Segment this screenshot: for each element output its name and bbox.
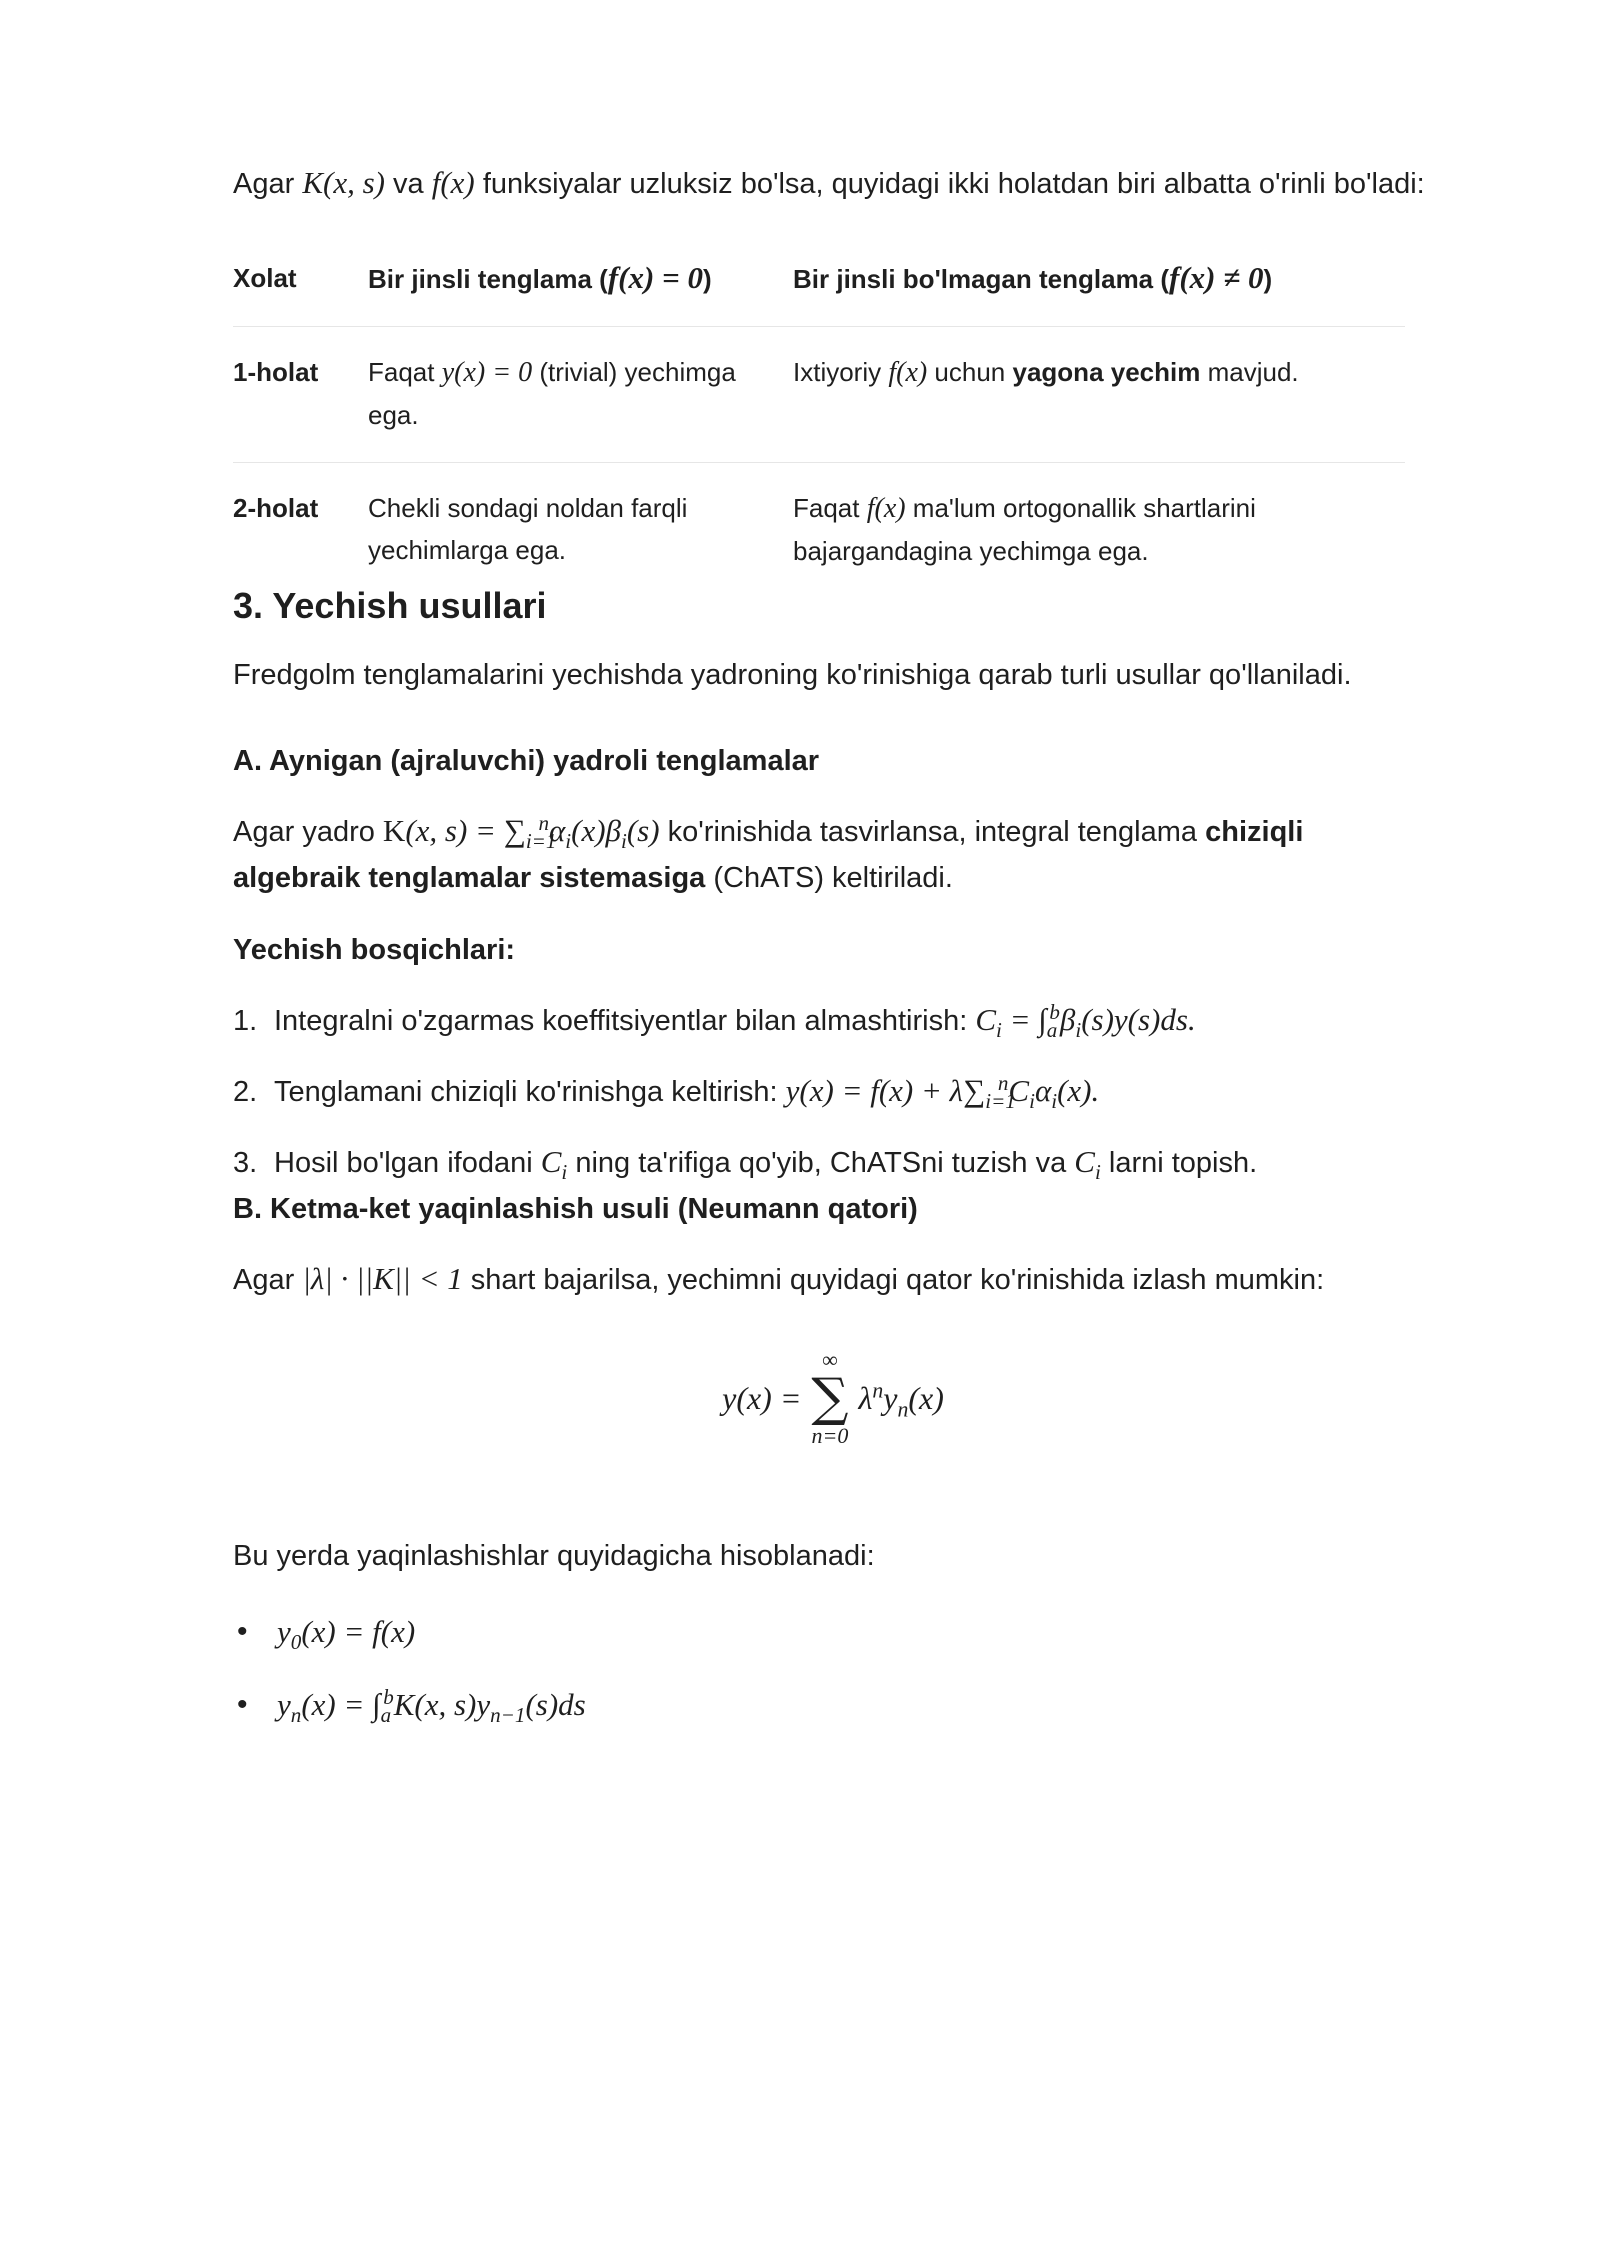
table-row — [233, 327, 1405, 463]
approximations-list — [233, 1609, 1433, 1729]
header-xolat: Xolat — [233, 249, 368, 327]
header-nonhomogeneous: Bir jinsli bo'lmagan tenglama (f(x) ≠ 0) — [793, 249, 1405, 327]
neumann-series-formula: y(x) = ∞ ∑ n=0 $\lambda^ny_n(x)$ — [722, 1347, 944, 1448]
section-3-heading: 3. Yechish usullari — [233, 585, 547, 626]
header-homogeneous: Bir jinsli tenglama (f(x) = 0) — [368, 249, 793, 327]
list-item: • $y_n(x) = \int_a^bK(x$, $s)y_{n-1}(s)ds$ — [233, 1682, 1433, 1729]
degenerate-kernel-formula: K(x, $s) = \sum_{i=1}^n\alpha_i(x)\beta_i(s)$ — [382, 810, 660, 854]
intro-math-f: f(x) — [431, 165, 475, 200]
list-item: • $y_0(x) = f(x)$ — [233, 1609, 1433, 1656]
sum-symbol: ∞ ∑ n=0 — [811, 1347, 849, 1448]
list-item: 1. Integralni o'zgarmas koeffitsiyentlar bilan almashtirish: $C_i = \int_a^b\beta_i(s)y(s)ds$. — [233, 999, 1196, 1043]
convergence-condition: |λ| · ||K|| < 1 — [302, 1261, 463, 1296]
intro-paragraph — [233, 160, 1433, 207]
section-3-intro: Fredgolm tenglamalarini yechishda yadroning ko'rinishiga qarab turli usullar qo'llaniladi. — [233, 659, 1352, 691]
section-b-heading: B. Ketma-ket yaqinlashish usuli (Neumann qatori) — [233, 1193, 918, 1225]
intro-math-kernel: K(x, s) — [302, 165, 385, 200]
document-page — [233, 160, 1433, 1755]
steps-list — [233, 997, 1433, 1186]
intro-text-3: funksiyalar uzluksiz bo'lsa, quyidagi ikki holatdan biri albatta o'rinli bo'ladi: — [474, 168, 1425, 200]
section-b-paragraph: Agar |λ| · ||K|| < 1 shart bajarilsa, yechimni quyidagi qator ko'rinishida izlash mumkin: — [233, 1261, 1325, 1296]
intro-text-2: va — [384, 168, 432, 200]
intro-text-1: Agar — [233, 168, 303, 200]
step1-formula: $C_i = \int_a^b\beta_i(s)y(s)ds$. — [975, 999, 1196, 1043]
row2-nonhomogeneous: Faqat f(x) ma'lum ortogonallik shartlarini bajargandagina yechimga ega. — [793, 493, 1256, 566]
comparison-table — [233, 249, 1405, 572]
table-row — [233, 463, 1405, 573]
approximations-intro: Bu yerda yaqinlashishlar quyidagicha hisoblanadi: — [233, 1540, 875, 1572]
row1-nonhomogeneous: Ixtiyoriy f(x) uchun yagona yechim mavjud. — [793, 327, 1405, 463]
list-item: 3. Hosil bo'lgan ifodani $C_i$ ning ta'rifiga qo'yib, ChATSni tuzish va $C_i$ larni topish. — [233, 1144, 1258, 1185]
list-item: 2. Tenglamani chiziqli ko'rinishga keltirish: $y(x) = f(x) + \lambda\sum_{i=1}^nC_i\alpha_i(x)$. — [233, 1070, 1100, 1114]
row1-label: 1-holat — [233, 327, 368, 463]
section-a-paragraph: Agar yadro K(x, $s) = \sum_{i=1}^n\alpha_i(x)\beta_i(s)$ ko'rinishida tasvirlansa, integral tenglama chiziqli algebraik tenglamalar sistemasiga (ChATS) keltiriladi. — [233, 810, 1304, 894]
steps-heading: Yechish bosqichlari: — [233, 934, 516, 966]
section-a-heading: A. Aynigan (ajraluvchi) yadroli tenglamalar — [233, 745, 820, 777]
row2-label: 2-holat — [233, 493, 319, 523]
row1-homogeneous: Faqat y(x) = 0 (trivial) yechimga ega. — [368, 327, 793, 463]
step2-formula: $y(x) = f(x) + \lambda\sum_{i=1}^nC_i\alpha_i(x)$. — [785, 1070, 1100, 1114]
row2-homogeneous: Chekli sondagi noldan farqli yechimlarga ega. — [368, 493, 688, 565]
table-header-row — [233, 249, 1405, 327]
